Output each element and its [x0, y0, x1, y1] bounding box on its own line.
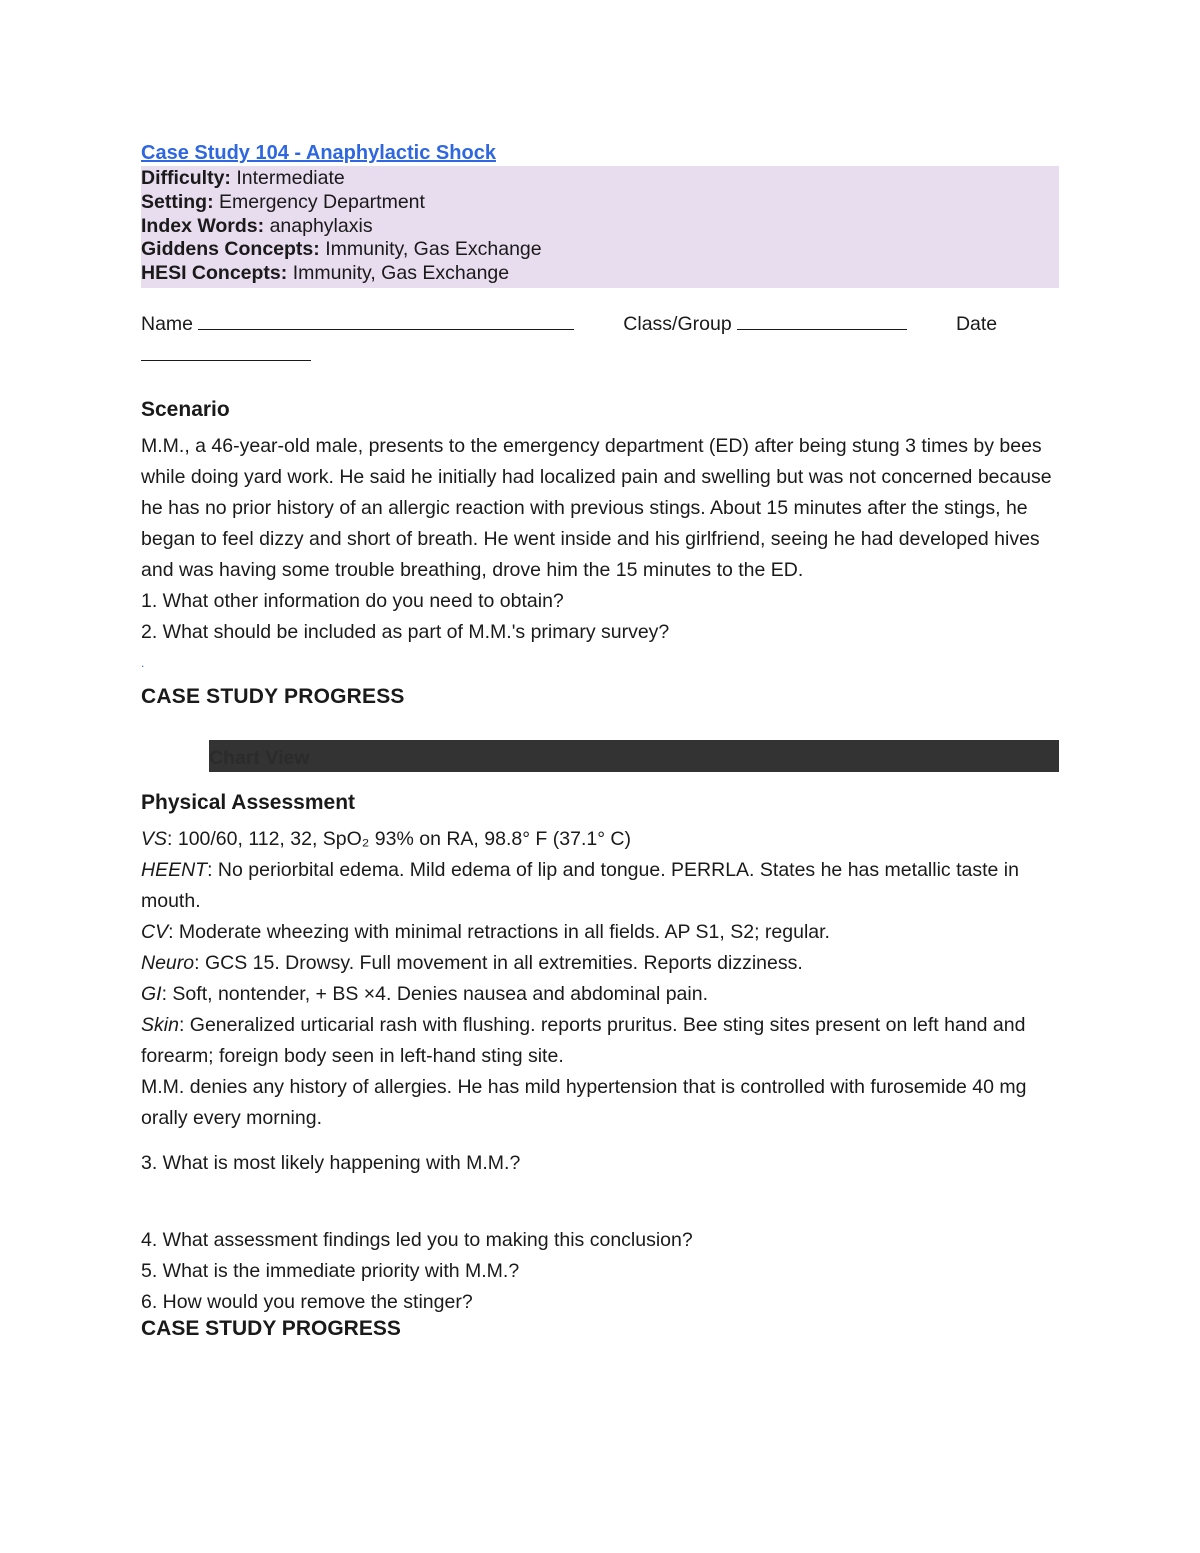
physical-assessment-heading: Physical Assessment [141, 790, 356, 814]
question-4: 4. What assessment findings led you to making this conclusion? [141, 1228, 693, 1251]
vs-label: VS [141, 827, 168, 850]
gi-line [141, 979, 1059, 1010]
question-6: 6. How would you remove the stinger? [141, 1290, 473, 1313]
case-study-progress-heading: CASE STUDY PROGRESS [141, 684, 405, 708]
hesi-concepts-label: HESI Concepts: [141, 262, 288, 285]
vs-line [141, 824, 1059, 855]
giddens-concepts-value: Immunity, Gas Exchange [325, 238, 542, 261]
class-group-label: Class/Group [623, 312, 732, 335]
skin-label: Skin [141, 1013, 179, 1036]
heent-value: : No periorbital edema. Mild edema of lip and tongue. PERRLA. States he has metallic taste in mouth. [141, 858, 1019, 912]
vs-value: : 100/60, 112, 32, SpO₂ 93% on RA, 98.8° F (37.1° C) [167, 827, 631, 850]
setting-label: Setting: [141, 190, 214, 213]
scenario-heading: Scenario [141, 397, 230, 421]
hesi-concepts-line [141, 262, 1059, 286]
document-page [141, 140, 1059, 1340]
case-study-progress-heading-2: CASE STUDY PROGRESS [141, 1316, 401, 1340]
index-words-label: Index Words: [141, 214, 265, 237]
setting-value: Emergency Department [219, 190, 425, 213]
gi-value: : Soft, nontender, + BS ×4. Denies nausea and abdominal pain. [161, 982, 708, 1005]
question-5: 5. What is the immediate priority with M.M.? [141, 1259, 520, 1282]
question-3: 3. What is most likely happening with M.M.? [141, 1151, 521, 1174]
question-2: 2. What should be included as part of M.M.'s primary survey? [141, 620, 670, 643]
setting-line [141, 191, 1059, 215]
giddens-concepts-line [141, 238, 1059, 262]
name-blank[interactable] [198, 313, 574, 330]
case-study-title-link[interactable]: Case Study 104 - Anaphylactic Shock [141, 142, 496, 164]
physical-assessment-findings [141, 824, 1059, 1134]
student-info-row [141, 309, 1059, 371]
history-line: M.M. denies any history of allergies. He has mild hypertension that is controlled with furosemide 40 mg orally every morning. [141, 1075, 1027, 1129]
difficulty-line [141, 167, 1059, 191]
index-words-value: anaphylaxis [269, 214, 373, 237]
scenario-text: M.M., a 46-year-old male, presents to the emergency department (ED) after being stung 3 times by bees while doing yard work. He said he initially had localized pain and swelling but was not concerned because he has no prior history of an allergic reaction with previous stings. About 15 minutes after the stings, he began to feel dizzy and short of breath. He went inside and his girlfriend, seeing he had developed hives and was having some trouble breathing, drove him the 15 minutes to the ED. [141, 434, 1052, 581]
index-words-line [141, 215, 1059, 239]
neuro-label: Neuro [141, 951, 195, 974]
cv-value: : Moderate wheezing with minimal retractions in all fields. AP S1, S2; regular. [168, 920, 830, 943]
neuro-value: : GCS 15. Drowsy. Full movement in all extremities. Reports dizziness. [194, 951, 803, 974]
date-label: Date [955, 312, 998, 335]
heent-label: HEENT [141, 858, 208, 881]
question-1: 1. What other information do you need to obtain? [141, 589, 564, 612]
chart-view-label: Chart View [209, 746, 310, 769]
date-blank[interactable] [141, 344, 311, 361]
heent-line [141, 855, 1059, 917]
hesi-concepts-value: Immunity, Gas Exchange [292, 262, 510, 285]
difficulty-label: Difficulty: [141, 167, 231, 189]
skin-line [141, 1010, 1059, 1072]
chart-view-bar[interactable] [209, 740, 1059, 772]
cv-line [141, 917, 1059, 948]
giddens-concepts-label: Giddens Concepts: [141, 238, 320, 261]
skin-value: : Generalized urticarial rash with flushing. reports pruritus. Bee sting sites present on left hand and forearm; foreign body seen in left-hand sting site. [141, 1013, 1026, 1067]
blue-dot-marker: . [141, 655, 145, 670]
cv-label: CV [141, 920, 169, 943]
class-group-blank[interactable] [737, 313, 907, 330]
case-study-title[interactable] [141, 140, 1059, 166]
name-label: Name [141, 312, 194, 335]
difficulty-value: Intermediate [236, 167, 345, 189]
neuro-line [141, 948, 1059, 979]
case-metadata-box [141, 166, 1059, 288]
gi-label: GI [141, 982, 162, 1005]
